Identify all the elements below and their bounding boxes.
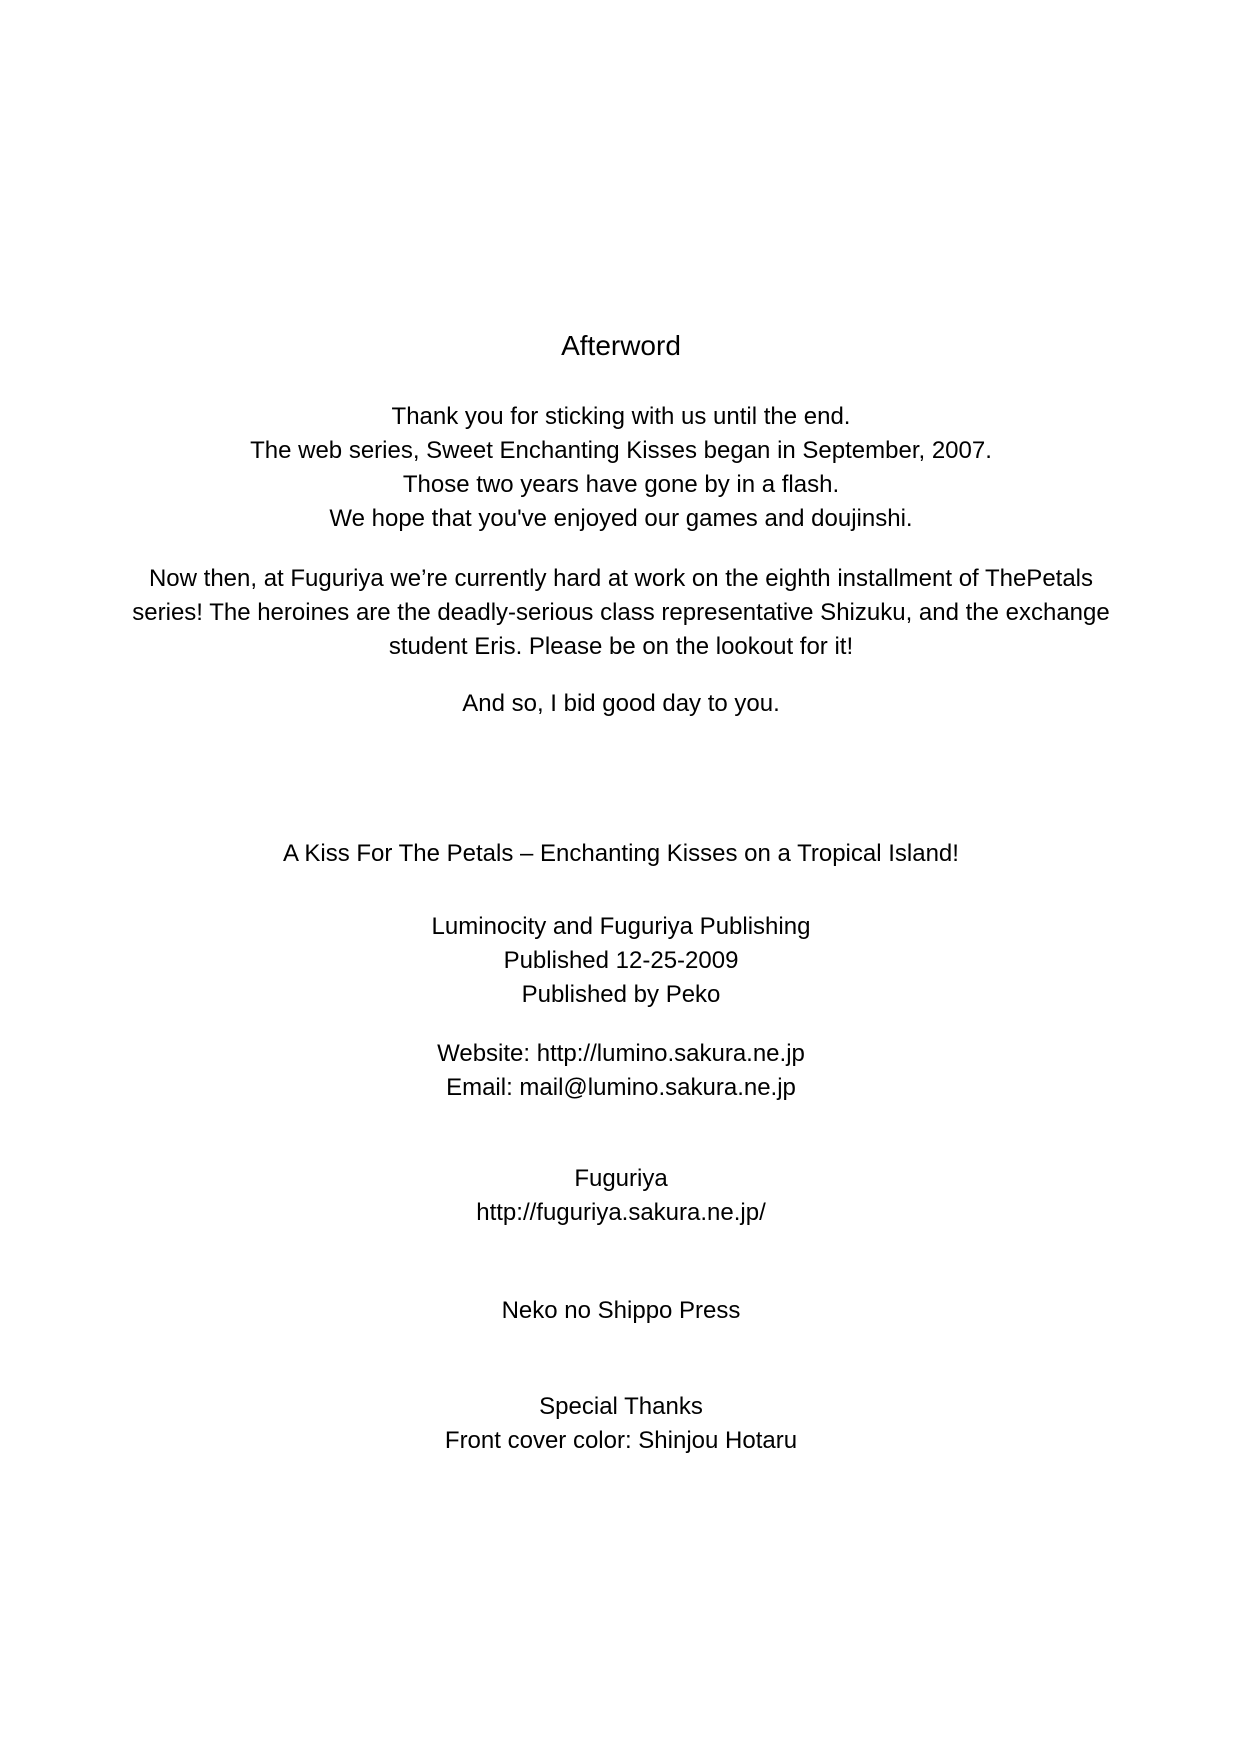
announcement-line-1: Now then, at Fuguriya we’re currently hard at work on the eighth installment of ThePetals: [148, 565, 1094, 592]
email-line: Email: mail@lumino.sakura.ne.jp: [446, 1074, 796, 1101]
intro-line-1: Thank you for sticking with us until the end.: [391, 403, 851, 430]
closing-line: And so, I bid good day to you.: [462, 690, 780, 717]
circle-name: Fuguriya: [574, 1165, 668, 1192]
announcement-paragraph: [0, 562, 1242, 664]
publisher-line-1: Luminocity and Fuguriya Publishing: [431, 913, 811, 940]
intro-line-4: We hope that you've enjoyed our games and doujinshi.: [329, 505, 913, 532]
publisher-line-2: Published 12-25-2009: [503, 947, 739, 974]
circle-url: http://fuguriya.sakura.ne.jp/: [476, 1199, 766, 1226]
publisher-line-3: Published by Peko: [521, 981, 721, 1008]
book-title: A Kiss For The Petals – Enchanting Kisses on a Tropical Island!: [283, 840, 959, 867]
publisher-block: [0, 910, 1242, 1012]
circle-block: [0, 1162, 1242, 1230]
contact-block: [0, 1037, 1242, 1105]
press-name: Neko no Shippo Press: [501, 1297, 741, 1324]
intro-paragraph: [0, 400, 1242, 536]
special-thanks-heading: Special Thanks: [539, 1393, 703, 1420]
front-cover-credit: Front cover color: Shinjou Hotaru: [444, 1427, 798, 1454]
website-line: Website: http://lumino.sakura.ne.jp: [437, 1040, 805, 1067]
credits-block: [0, 1390, 1242, 1458]
page-title: Afterword: [561, 330, 681, 361]
intro-line-2: The web series, Sweet Enchanting Kisses began in September, 2007.: [250, 437, 992, 464]
announcement-line-2: series! The heroines are the deadly-serious class representative Shizuku, and the exchange: [132, 599, 1110, 626]
intro-line-3: Those two years have gone by in a flash.: [402, 471, 840, 498]
announcement-line-3: student Eris. Please be on the lookout for it!: [388, 633, 854, 660]
